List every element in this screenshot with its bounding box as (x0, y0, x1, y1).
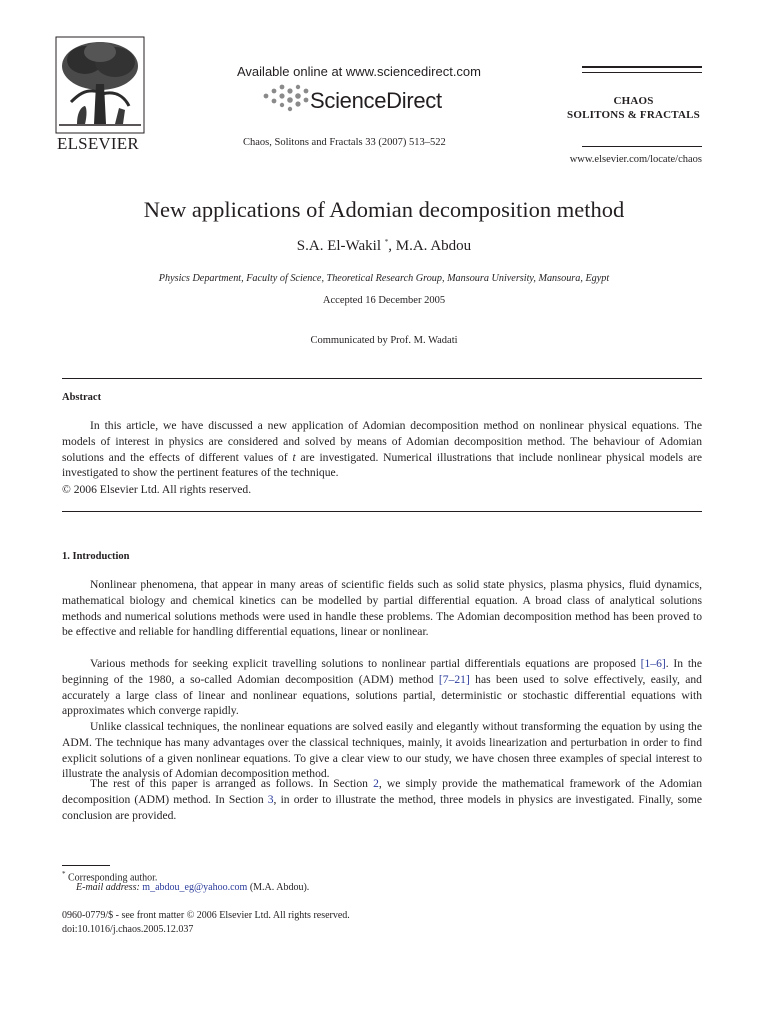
intro-paragraph (62, 656, 702, 719)
abstract-heading: Abstract (62, 392, 102, 403)
affiliation: Physics Department, Faculty of Science, Theoretical Research Group, Mansoura University, Mansoura, Egypt (158, 273, 610, 284)
intro-paragraph: Unlike classical techniques, the nonlinear equations are solved easily and elegantly without transforming the equation by using the ADM. The technique has many advantages over the classical techniques, mainly, it avoids linearization and perturbation in order to find explicit solutions of a given nonlinear equations. To give a clear view to our study, we have chosen three examples of special interest to illustrate the analysis of Adomian decomposition method. (62, 720, 702, 781)
journal-url[interactable]: www.elsevier.com/locate/chaos (569, 154, 702, 165)
paragraph-text: Various methods for seeking explicit travelling solutions to nonlinear partial differentials equations are proposed (90, 657, 641, 670)
section-link[interactable]: 2 (373, 777, 379, 790)
intro-paragraph (62, 776, 702, 823)
header-rule (582, 72, 702, 73)
journal-title-line: CHAOS (613, 95, 654, 107)
email-link[interactable]: m_abdou_eg@yahoo.com (142, 882, 248, 893)
abstract-text (62, 418, 702, 481)
accepted-date: Accepted 16 December 2005 (322, 295, 446, 306)
citation-link[interactable]: [7–21] (438, 672, 470, 686)
divider (62, 511, 702, 512)
footnote-text: Corresponding author. (68, 872, 158, 884)
journal-title-line: SOLITONS & FRACTALS (567, 109, 700, 121)
intro-paragraph: Nonlinear phenomena, that appear in many areas of scientific fields such as solid state physics, plasma physics, fluid dynamics, mathematical biology and chemical kinetics can be modelled by partial differential equation. A broad class of analytical solutions methods and numerical solutions methods were used in handle these problems. The Adomian decomposition method has been proved to be effective and reliable for handling differential equations, linear or nonlinear. (62, 578, 702, 639)
publisher-name: ELSEVIER (57, 134, 139, 153)
issn-line: 0960-0779/$ - see front matter © 2006 Elsevier Ltd. All rights reserved. (62, 910, 350, 921)
abstract-copyright: © 2006 Elsevier Ltd. All rights reserved. (62, 483, 252, 496)
email-label: E-mail address: (76, 882, 140, 893)
abstract-text-part: are investigated. Numerical illustrations that include nonlinear physical models are investigated to show the pertinent features of the technique. (62, 450, 702, 480)
author-name: S.A. El-Wakil (296, 238, 381, 254)
sciencedirect-wordmark: ScienceDirect (310, 88, 442, 113)
journal-citation: Chaos, Solitons and Fractals 33 (2007) 513–522 (243, 137, 446, 148)
communicated-by: Communicated by Prof. M. Wadati (310, 335, 458, 346)
author-name: , M.A. Abdou (388, 238, 472, 254)
article-authors (0, 238, 768, 255)
email-owner: (M.A. Abdou). (249, 882, 310, 893)
abstract-text-part: In this article, we have discussed a new application of Adomian decomposition method on nonlinear physical equations. The models of interest in physics are considered and solved by means of Adomian decomposition method. The behaviour of Adomian solutions and the effects of different values of (62, 419, 702, 464)
tree-icon (55, 36, 145, 134)
paragraph-text: , in order to illustrate the method, three models in physics are investigated. Finally, some conclusion are provided. (62, 792, 702, 822)
section-link[interactable]: 3 (267, 792, 274, 806)
citation-link[interactable]: [1–6] (640, 657, 666, 670)
available-online-text: Available online at www.sciencedirect.com (237, 64, 481, 79)
header-rule (582, 66, 702, 68)
footnote-rule (62, 865, 110, 866)
article-title: New applications of Adomian decomposition method (143, 197, 625, 222)
paragraph-text: , we simply provide the mathematical framework of the Adomian decomposition (ADM) method. In Section (62, 777, 702, 806)
section-heading: 1. Introduction (62, 551, 130, 562)
variable-t: t (292, 450, 296, 464)
footnote-mark: * (62, 870, 66, 878)
corresponding-author-mark[interactable]: * (384, 238, 389, 246)
divider (62, 378, 702, 379)
journal-title (567, 94, 700, 122)
doi-line: doi:10.1016/j.chaos.2005.12.037 (62, 924, 194, 935)
footnote-email (76, 881, 309, 895)
paragraph-text: . In the beginning of the 1980, a so-called Adomian decomposition (ADM) method (62, 657, 702, 686)
paragraph-text: The rest of this paper is arranged as follows. In Section (90, 777, 374, 790)
header-rule (582, 146, 702, 147)
paragraph-text: has been used to solve effectively, easily, and accurately a large class of linear and nonlinear equations, solutions partial, deterministic or stochastic differential equations with approximates which converge rapidly. (62, 672, 702, 718)
